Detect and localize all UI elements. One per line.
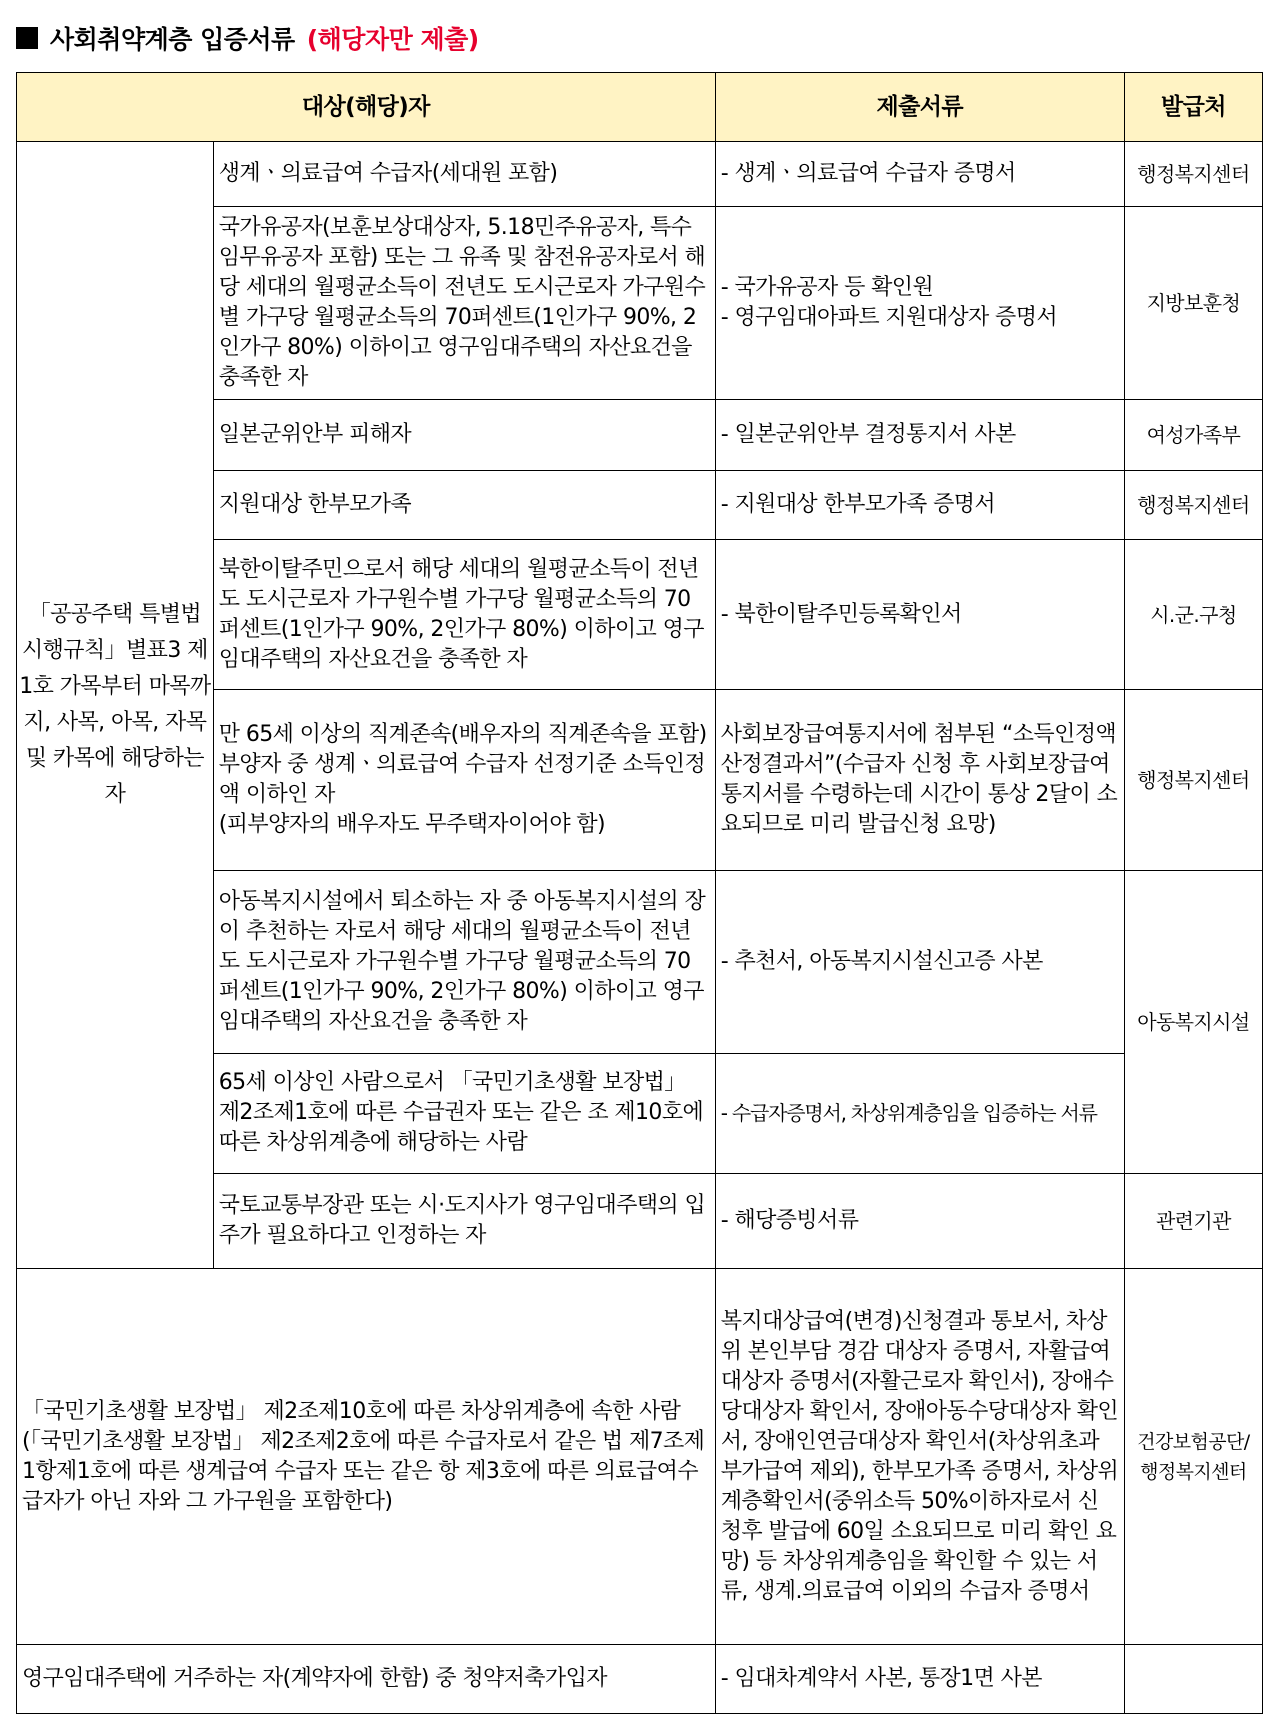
- row-issuer: 행정복지센터: [1124, 471, 1262, 540]
- row-documents: - 추천서, 아동복지시설신고증 사본: [715, 871, 1124, 1054]
- title-main: 사회취약계층 입증서류: [50, 25, 295, 54]
- header-issuer: 발급처: [1124, 73, 1262, 142]
- row-issuer: 행정복지센터: [1124, 690, 1262, 871]
- table-row: [17, 1269, 1263, 1645]
- row-documents: - 임대차계약서 사본, 통장1면 사본: [715, 1644, 1124, 1713]
- row-issuer: 건강보험공단/ 행정복지센터: [1124, 1269, 1262, 1645]
- group-label: 「공공주택 특별법 시행규칙」별표3 제1호 가목부터 마목까지, 사목, 아목, 자목 및 카목에 해당하는 자: [17, 142, 214, 1269]
- header-target: 대상(해당)자: [17, 73, 716, 142]
- row-documents: - 국가유공자 등 확인원 - 영구임대아파트 지원대상자 증명서: [715, 206, 1124, 399]
- header-documents: 제출서류: [715, 73, 1124, 142]
- row-target: 국가유공자(보훈보상대상자, 5.18민주유공자, 특수임무유공자 포함) 또는 그 유족 및 참전유공자로서 해당 세대의 월평균소득이 전년도 도시근로자 가구원수별 가구당 월평균소득의 70퍼센트(1인가구 90%, 2인가구 80%) 이하이고 영구임대주택의 자산요건을 충족한 자: [213, 206, 715, 399]
- row-target: 생계ㆍ의료급여 수급자(세대원 포함): [213, 142, 715, 207]
- title-highlight: (해당자만 제출): [306, 25, 479, 54]
- table-row: [17, 142, 1263, 207]
- row-target: 북한이탈주민으로서 해당 세대의 월평균소득이 전년도 도시근로자 가구원수별 가구당 월평균소득의 70퍼센트(1인가구 90%, 2인가구 80%) 이하이고 영구임대주택의 자산요건을 충족한 자: [213, 540, 715, 690]
- row-documents: - 해당증빙서류: [715, 1173, 1124, 1268]
- row-target: 국토교통부장관 또는 시·도지사가 영구임대주택의 입주가 필요하다고 인정하는 자: [213, 1173, 715, 1268]
- row-target: 일본군위안부 피해자: [213, 399, 715, 470]
- row-documents: - 지원대상 한부모가족 증명서: [715, 471, 1124, 540]
- row-target: 아동복지시설에서 퇴소하는 자 중 아동복지시설의 장이 추천하는 자로서 해당 세대의 월평균소득이 전년도 도시근로자 가구원수별 가구당 월평균소득의 70퍼센트(1인가구 90%, 2인가구 80%) 이하이고 영구임대주택의 자산요건을 충족한 자: [213, 871, 715, 1054]
- square-bullet-icon: [16, 27, 38, 49]
- row-target: 「국민기초생활 보장법」 제2조제10호에 따른 차상위계층에 속한 사람(「국민기초생활 보장법」 제2조제2호에 따른 수급자로서 같은 법 제7조제1항제1호에 따른 생계급여 수급자 또는 같은 항 제3호에 따른 의료급여수급자가 아닌 자와 그 가구원을 포함한다): [17, 1269, 716, 1645]
- row-target: 영구임대주택에 거주하는 자(계약자에 한함) 중 청약저축가입자: [17, 1644, 716, 1713]
- row-issuer: [1124, 1644, 1262, 1713]
- documents-table: [16, 72, 1263, 1714]
- row-target: 만 65세 이상의 직계존속(배우자의 직계존속을 포함) 부양자 중 생계ㆍ의료급여 수급자 선정기준 소득인정액 이하인 자 (피부양자의 배우자도 무주택자이어야 함): [213, 690, 715, 871]
- row-documents: - 일본군위안부 결정통지서 사본: [715, 399, 1124, 470]
- row-issuer: 여성가족부: [1124, 399, 1262, 470]
- row-issuer: 행정복지센터: [1124, 142, 1262, 207]
- table-header-row: [17, 73, 1263, 142]
- table-row: [17, 1644, 1263, 1713]
- row-documents: - 북한이탈주민등록확인서: [715, 540, 1124, 690]
- row-target: 지원대상 한부모가족: [213, 471, 715, 540]
- row-documents: 사회보장급여통지서에 첨부된 “소득인정액 산정결과서”(수급자 신청 후 사회보장급여통지서를 수령하는데 시간이 통상 2달이 소요되므로 미리 발급신청 요망): [715, 690, 1124, 871]
- row-documents: - 수급자증명서, 차상위계층임을 입증하는 서류: [715, 1053, 1124, 1173]
- row-issuer: 관련기관: [1124, 1173, 1262, 1268]
- row-issuer: 아동복지시설: [1124, 871, 1262, 1174]
- row-target: 65세 이상인 사람으로서 「국민기초생활 보장법」 제2조제1호에 따른 수급권자 또는 같은 조 제10호에 따른 차상위계층에 해당하는 사람: [213, 1053, 715, 1173]
- row-issuer: 지방보훈청: [1124, 206, 1262, 399]
- row-documents: - 생계ㆍ의료급여 수급자 증명서: [715, 142, 1124, 207]
- row-documents: 복지대상급여(변경)신청결과 통보서, 차상위 본인부담 경감 대상자 증명서, 자활급여대상자 증명서(자활근로자 확인서), 장애수당대상자 확인서, 장애아동수당대상자 확인서, 장애인연금대상자 확인서(차상위초과부가급여 제외), 한부모가족 증명서, 차상위계층확인서(중위소득 50%이하자로서 신청후 발급에 60일 소요되므로 미리 확인 요망) 등 차상위계층임을 확인할 수 있는 서류, 생계.의료급여 이외의 수급자 증명서: [715, 1269, 1124, 1645]
- section-title: [16, 18, 479, 58]
- row-issuer: 시.군.구청: [1124, 540, 1262, 690]
